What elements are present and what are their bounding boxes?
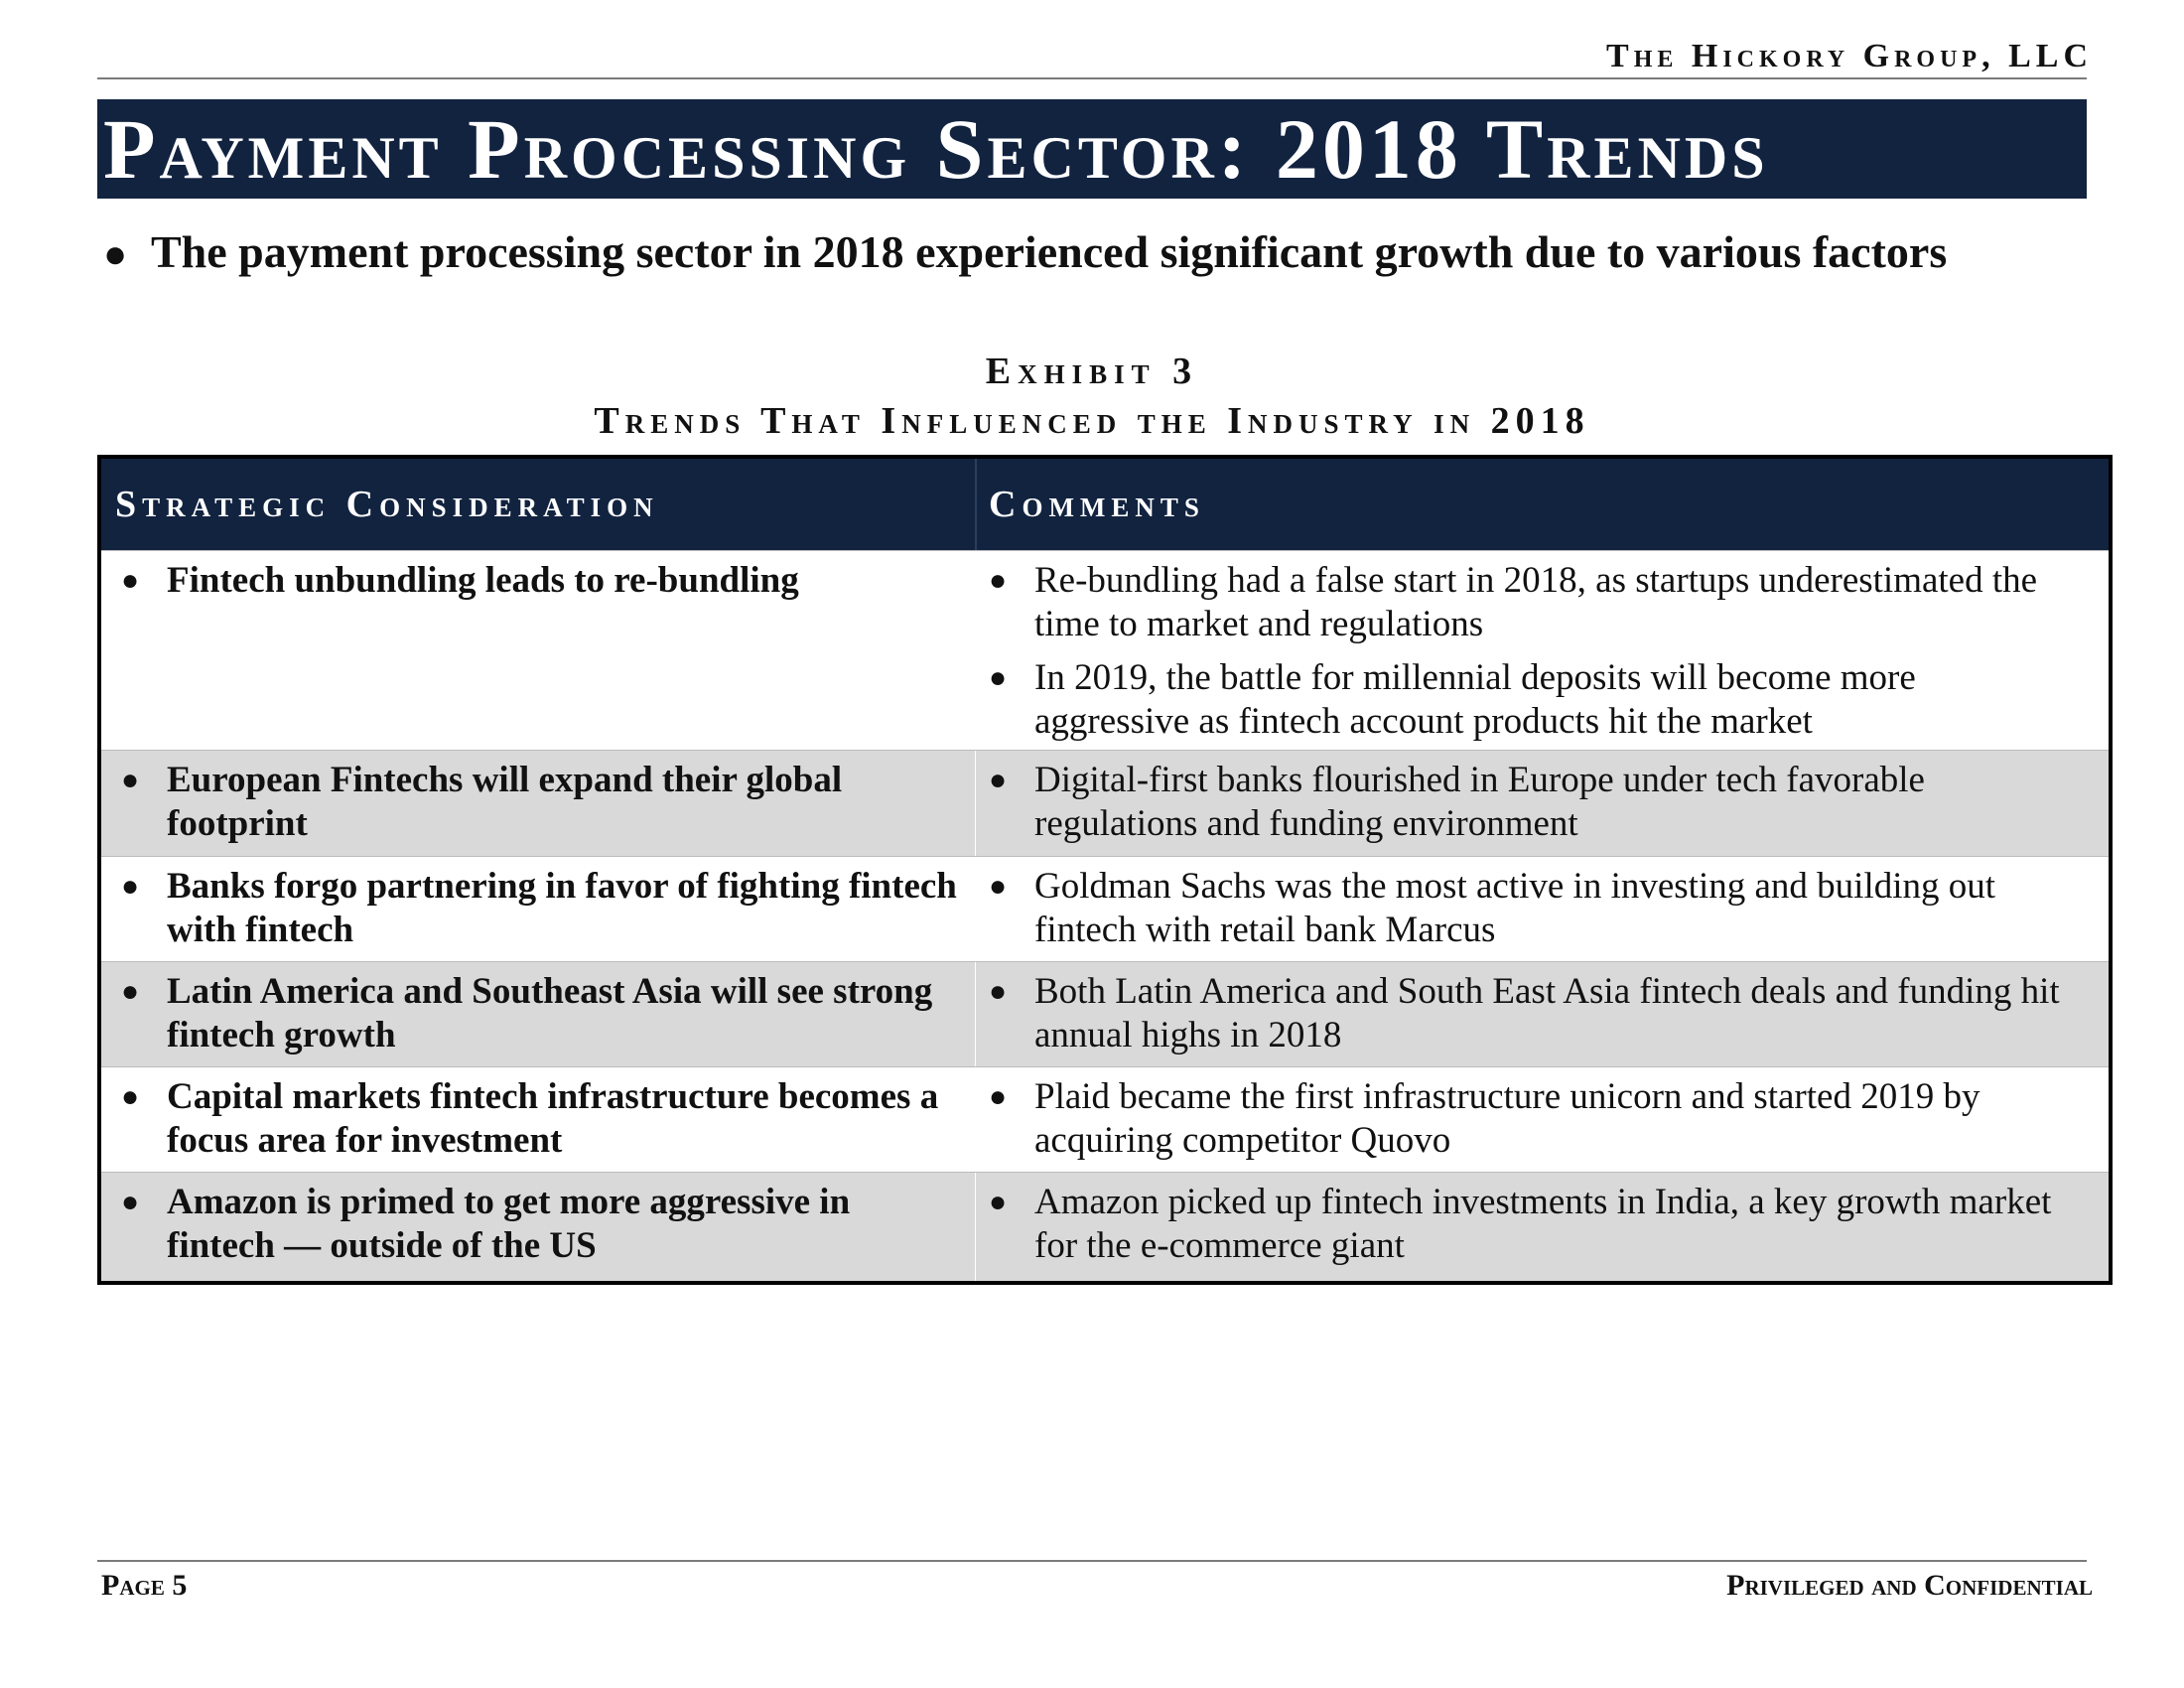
bullet-icon: ● (989, 764, 1008, 796)
column-divider (975, 1173, 976, 1281)
exhibit-subtitle: Trends That Influenced the Industry in 2018 (594, 400, 1590, 442)
table-row (101, 550, 2109, 750)
bullet-icon: ● (121, 764, 140, 796)
column-divider (975, 962, 976, 1066)
confidential-notice: Privileged and Confidential (1726, 1569, 2093, 1602)
comment-item: ● Goldman Sachs was the most active in investing and building out fintech with retail bank Marcus (989, 866, 1996, 950)
consideration-item: ● Banks forgo partnering in favor of fighting fintech with fintech (121, 866, 957, 950)
bullet-icon: ● (989, 564, 1008, 597)
comment-item: ● Plaid became the first infrastructure unicorn and started 2019 by acquiring competitor Quovo (989, 1076, 1980, 1161)
bottom-divider (97, 1560, 2087, 1562)
consideration-item: ● Amazon is primed to get more aggressive in fintech — outside of the US (121, 1182, 851, 1266)
consideration-item: ● Latin America and Southeast Asia will see strong fintech growth (121, 971, 933, 1055)
comment-item: ● Amazon picked up fintech investments in India, a key growth market for the e-commerce giant (989, 1182, 2052, 1266)
table-row (101, 856, 2109, 961)
bullet-icon: ● (989, 661, 1008, 694)
bullet-icon: ● (121, 975, 140, 1008)
consideration-item: ● Fintech unbundling leads to re-bundling (121, 560, 799, 601)
column-divider (975, 751, 976, 856)
table-row (101, 1172, 2109, 1281)
comment-item: ● Both Latin America and South East Asia fintech deals and funding hit annual highs in 2018 (989, 971, 2060, 1055)
consideration-item: ● European Fintechs will expand their global footprint (121, 760, 843, 844)
header-divider (975, 459, 977, 550)
bullet-icon: ● (103, 231, 128, 276)
consideration-item: ● Capital markets fintech infrastructure becomes a focus area for investment (121, 1076, 939, 1161)
bullet-icon: ● (989, 1080, 1008, 1113)
bullet-icon: ● (989, 1186, 1008, 1218)
trends-table (97, 455, 2113, 1285)
bullet-icon: ● (121, 1186, 140, 1218)
column-divider (975, 1067, 976, 1172)
page-title: Payment Processing Sector: 2018 Trends (97, 99, 2087, 199)
header-strategic-consideration: Strategic Consideration (115, 484, 659, 525)
bullet-icon: ● (989, 870, 1008, 903)
table-header (101, 459, 2109, 550)
bullet-icon: ● (121, 870, 140, 903)
table-row (101, 961, 2109, 1066)
summary-text: The payment processing sector in 2018 experienced significant growth due to various factors (151, 226, 1948, 277)
bullet-icon: ● (989, 975, 1008, 1008)
column-divider (975, 857, 976, 961)
summary-bullet (103, 222, 2089, 284)
comment-item: ● In 2019, the battle for millennial deposits will become more aggressive as fintech account products hit the market (989, 657, 1916, 742)
top-divider (97, 77, 2087, 79)
column-divider (975, 551, 976, 750)
comment-item: ● Digital-first banks flourished in Europe under tech favorable regulations and funding environment (989, 760, 1925, 844)
table-row (101, 750, 2109, 856)
table-row (101, 1066, 2109, 1172)
exhibit-label: Exhibit 3 (985, 351, 1199, 392)
comment-item: ● Re-bundling had a false start in 2018, as startups underestimated the time to market and regulations (989, 560, 2038, 644)
header-comments: Comments (989, 484, 1205, 525)
page-number: Page 5 (101, 1569, 188, 1602)
bullet-icon: ● (121, 1080, 140, 1113)
bullet-icon: ● (121, 564, 140, 597)
company-name: The Hickory Group, LLC (1606, 38, 2093, 74)
